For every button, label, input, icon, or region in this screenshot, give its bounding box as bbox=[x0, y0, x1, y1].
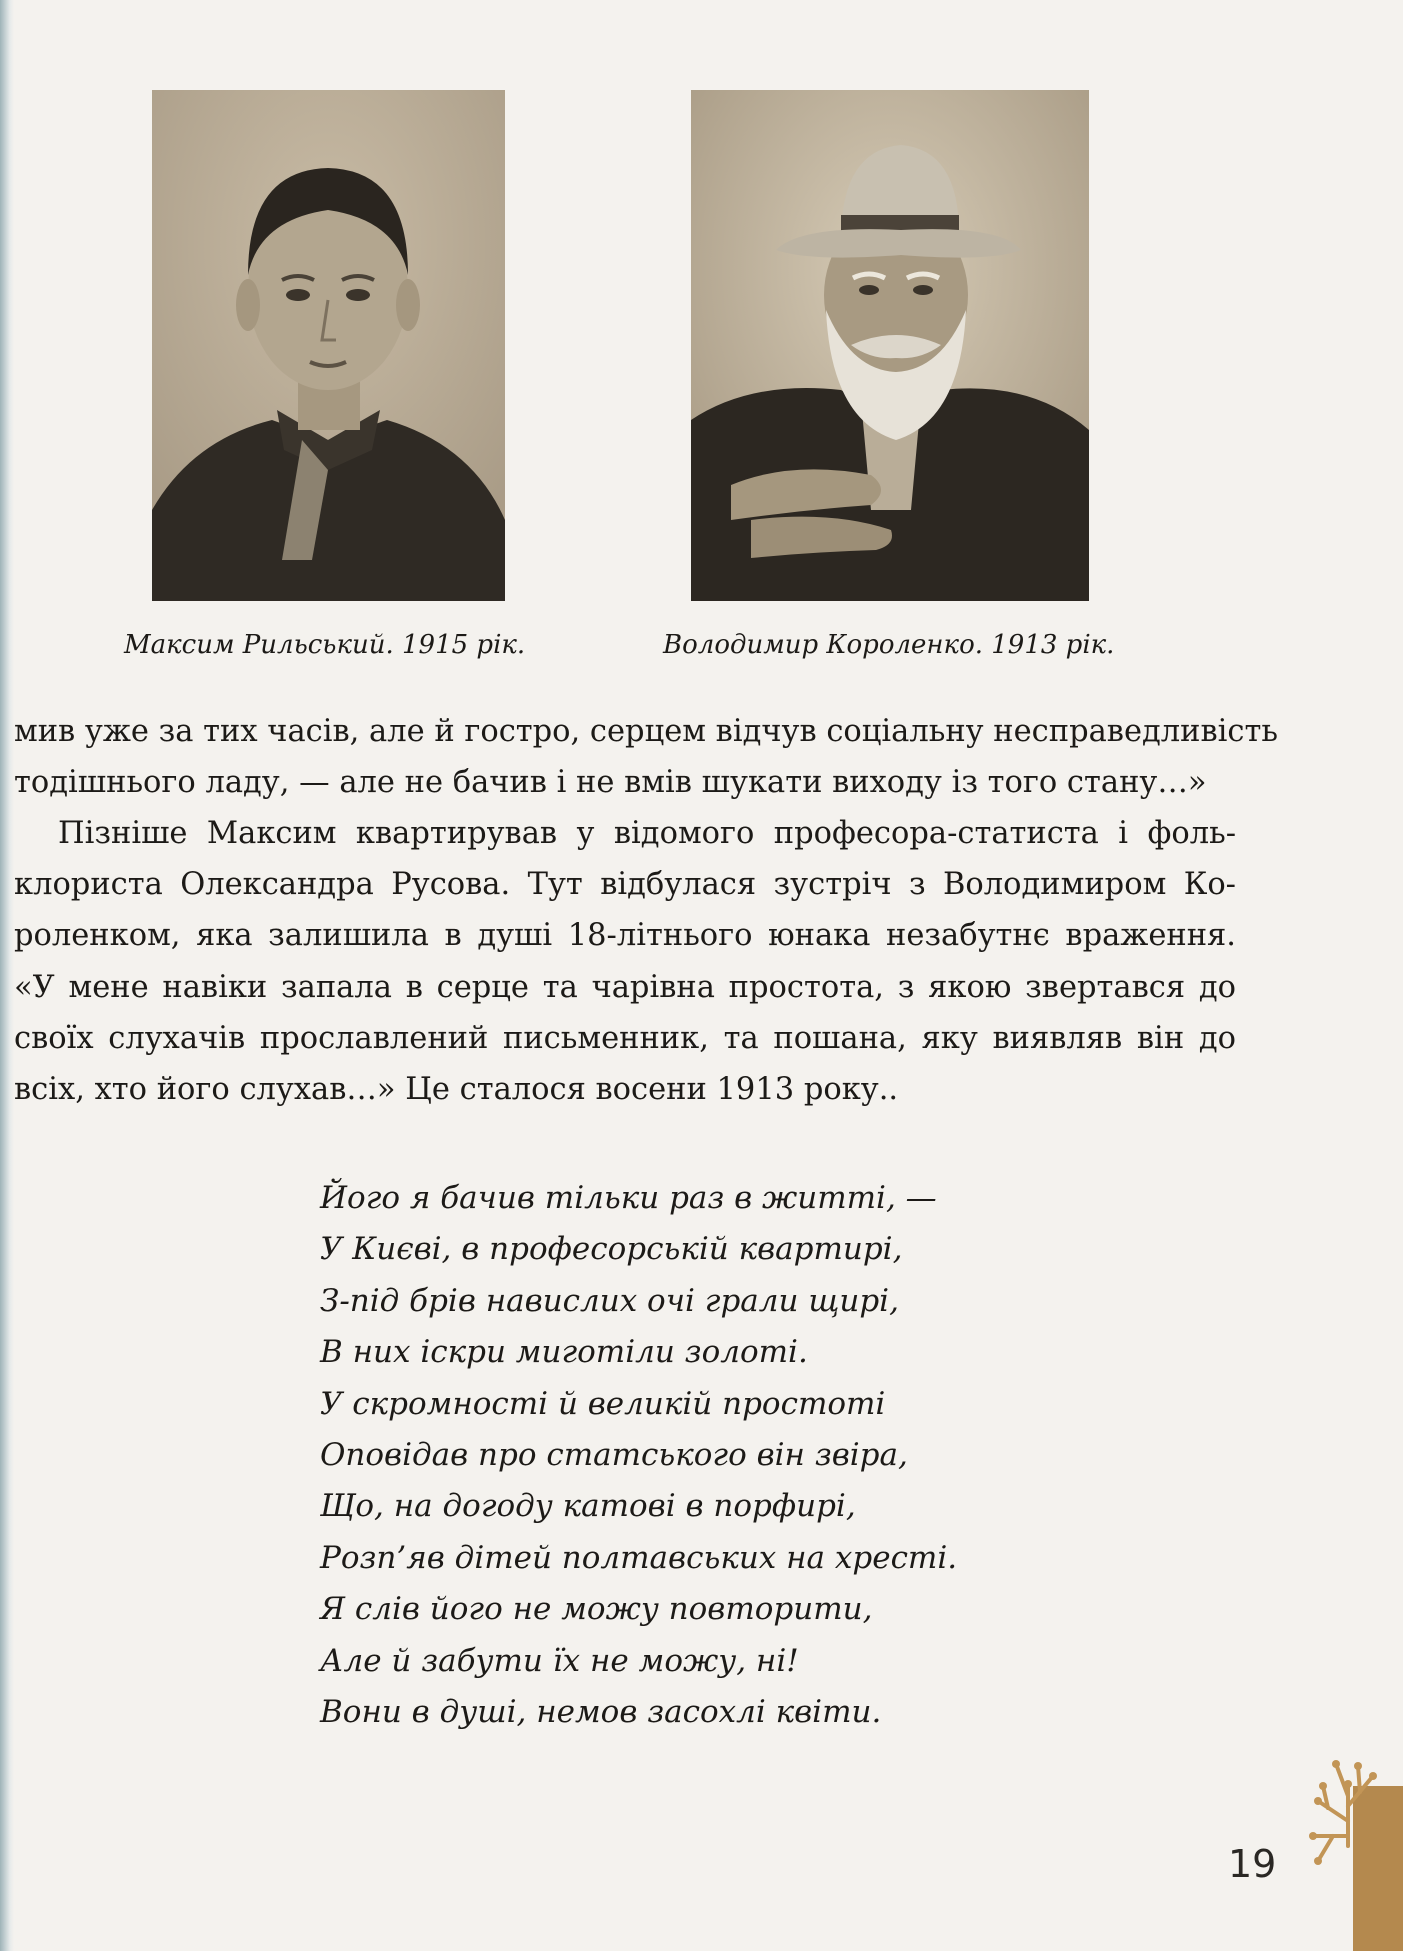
text-line: тодішнього ладу, — але не бачив і не вмів шукати виходу із того стану…» bbox=[14, 765, 1207, 801]
page-number: 19 bbox=[1228, 1842, 1277, 1886]
text-line: «У мене навіки запала в серце та чарівна простота, з якою звертався до bbox=[14, 969, 1236, 1005]
text-line: клориста Олександра Русова. Тут відбулася зустріч з Володимиром Ко- bbox=[14, 867, 1236, 903]
poem-line: Але й забути їх не можу, ні! bbox=[320, 1642, 799, 1679]
paragraph-korolenko-meeting bbox=[14, 808, 1236, 1115]
poem-line: Його я бачив тільки раз в житті, — bbox=[320, 1180, 937, 1216]
caption-maksym-rylskyi: Максим Рильський. 1915 рік. bbox=[124, 630, 526, 660]
photo-volodymyr-korolenko bbox=[691, 90, 1089, 601]
poem-line: У скромності й великій простоті bbox=[320, 1385, 886, 1422]
text-line: своїх слухачів прославлений письменник, та пошана, яку виявляв він до bbox=[14, 1020, 1236, 1056]
poem-line: Я слів його не можу повторити, bbox=[320, 1591, 873, 1628]
poem-line: Вони в душі, немов засохлі квіти. bbox=[320, 1694, 882, 1731]
caption-volodymyr-korolenko: Володимир Короленко. 1913 рік. bbox=[663, 630, 1115, 660]
page-edge bbox=[0, 0, 14, 1951]
branch-ornament-icon bbox=[1288, 1726, 1403, 1951]
paragraph-continuation bbox=[14, 706, 1278, 808]
poem-line: Що, на догоду катові в порфирі, bbox=[320, 1488, 856, 1525]
poem bbox=[320, 1173, 957, 1738]
text-line: всіх, хто його слухав…» Це сталося восени 1913 року.. bbox=[14, 1072, 899, 1108]
text-line: мив уже за тих часів, але й гостро, серцем відчув соціальну несправедливість bbox=[14, 714, 1278, 749]
photo-maksym-rylskyi bbox=[152, 90, 505, 601]
text-line: Пізніше Максим квартирував у відомого професора-статиста і фоль- bbox=[58, 816, 1236, 851]
poem-line: З-під брів навислих очі грали щирі, bbox=[320, 1282, 899, 1319]
poem-line: У Києві, в професорській квартирі, bbox=[320, 1231, 903, 1268]
poem-line: Оповідав про статського він звіра, bbox=[320, 1437, 908, 1474]
text-line: роленком, яка залишила в душі 18-літнього юнака незабутнє враження. bbox=[14, 918, 1236, 954]
poem-line: В них іскри миготіли золоті. bbox=[320, 1334, 808, 1371]
poem-line: Розп’яв дітей полтавських на хресті. bbox=[320, 1539, 958, 1576]
